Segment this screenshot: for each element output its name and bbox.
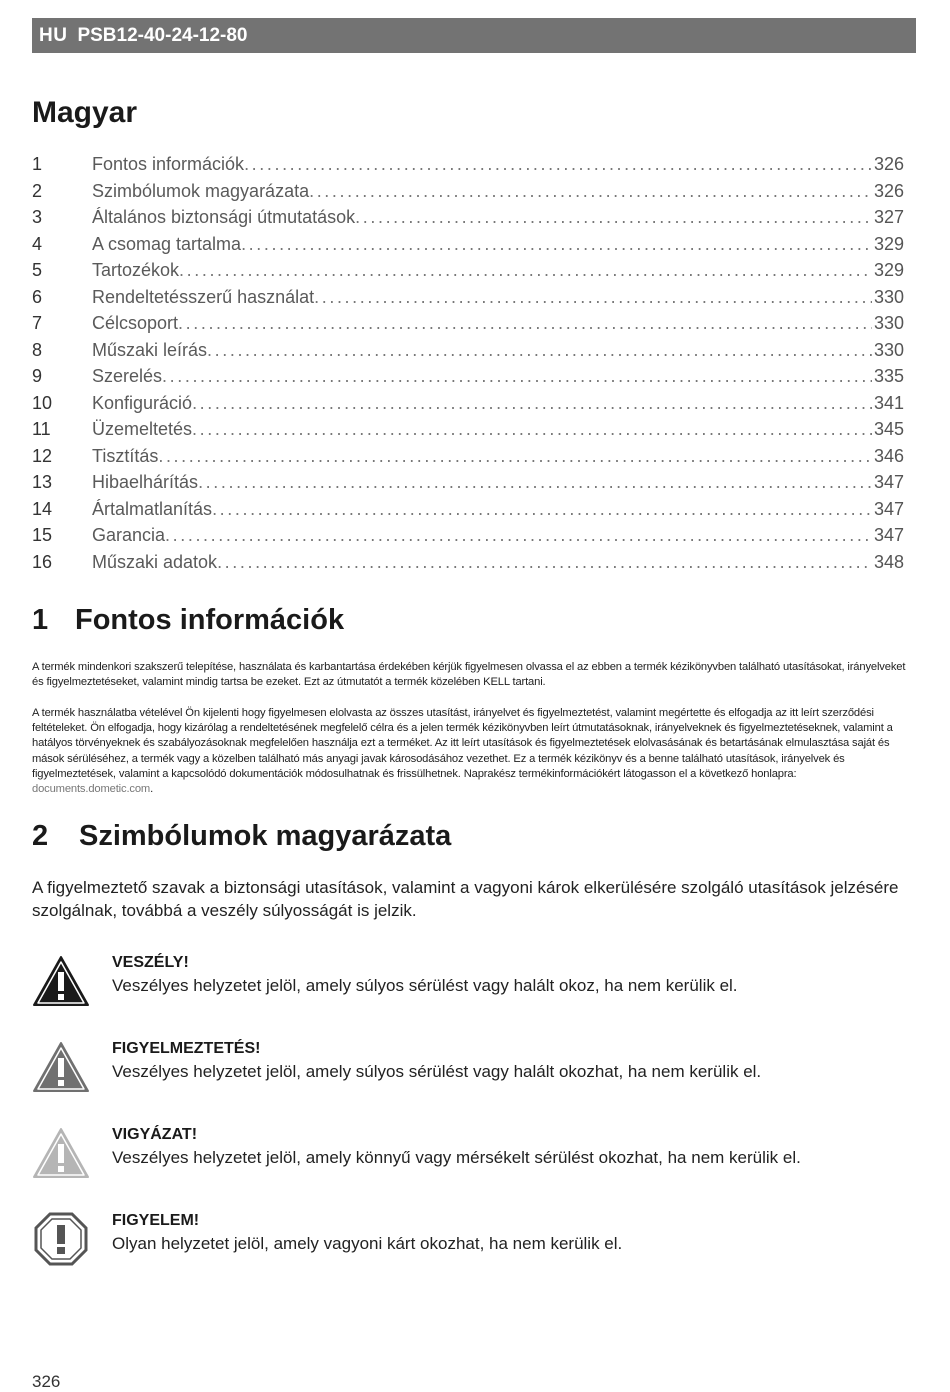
danger-triangle-icon	[32, 954, 90, 1008]
signal-word: FIGYELMEZTETÉS!	[112, 1040, 261, 1057]
language-code: HU	[39, 24, 68, 46]
warning-block-warning	[32, 1040, 912, 1100]
toc-page: 347	[873, 472, 904, 492]
toc-item[interactable]	[32, 552, 904, 579]
toc-page: 347	[873, 498, 904, 519]
toc-page: 348	[873, 551, 904, 572]
toc-item[interactable]	[32, 366, 904, 393]
signal-word: VESZÉLY!	[112, 954, 189, 971]
toc-leader	[192, 419, 872, 440]
toc-item[interactable]	[32, 446, 904, 473]
toc-leader	[179, 260, 872, 281]
toc-title: Garancia	[92, 525, 166, 545]
toc-title: Célcsoport	[92, 313, 179, 333]
toc-item[interactable]	[32, 393, 904, 420]
important-info-paragraph: A termék mindenkori szakszerű telepítése, használata és karbantartása érdekében kérjük figyelmesen olvassa el az ebben a termék kézikönyvben található utasításokat, irányelveket és figyelmeztetéseket, valamint mindig tartsa be ezeket. Ezt az útmutatót a termék közelében KELL tartani.	[32, 661, 906, 689]
warning-triangle-icon	[32, 1040, 90, 1094]
toc-leader	[162, 366, 872, 387]
toc-leader	[192, 393, 872, 414]
toc-number: 15	[32, 525, 53, 545]
toc-number: 4	[32, 233, 43, 254]
signal-description: Veszélyes helyzetet jelöl, amely könnyű vagy mérsékelt sérülést okozhat, ha nem kerülik el.	[112, 1148, 801, 1167]
toc-number: 2	[32, 180, 43, 201]
signal-description: Veszélyes helyzetet jelöl, amely súlyos sérülést vagy halált okozhat, ha nem kerülik el.	[112, 1062, 762, 1081]
toc-title: Ártalmatlanítás	[92, 498, 213, 519]
toc-item[interactable]	[32, 340, 904, 367]
toc-leader	[217, 552, 872, 573]
toc-item[interactable]	[32, 260, 904, 287]
toc-page: 326	[873, 154, 904, 174]
toc-number: 12	[32, 445, 53, 466]
toc-leader	[198, 472, 872, 493]
toc-title: Üzemeltetés	[92, 419, 193, 439]
toc-page: 330	[873, 313, 904, 333]
toc-page: 341	[873, 392, 904, 413]
toc-page: 327	[873, 207, 904, 227]
toc-title: Szimbólumok magyarázata	[92, 180, 310, 201]
toc-number: 11	[32, 419, 51, 439]
warning-block-notice	[32, 1212, 912, 1272]
warning-block-danger	[32, 954, 912, 1014]
toc-leader	[241, 234, 872, 255]
page-title: Magyar	[32, 96, 138, 129]
toc-number: 8	[32, 339, 43, 360]
caution-triangle-icon	[32, 1126, 90, 1180]
toc-leader	[158, 446, 872, 467]
toc-title: Konfiguráció	[92, 392, 193, 413]
toc-page: 329	[873, 260, 904, 280]
warning-block-caution	[32, 1126, 912, 1186]
toc-number: 13	[32, 472, 53, 492]
toc-item[interactable]	[32, 207, 904, 234]
link-suffix: .	[150, 783, 154, 796]
notice-octagon-icon	[32, 1212, 90, 1266]
toc-number: 10	[32, 392, 53, 413]
toc-number: 14	[32, 498, 53, 519]
signal-description: Olyan helyzetet jelöl, amely vagyoni kárt okozhat, ha nem kerülik el.	[112, 1234, 623, 1253]
toc-item[interactable]	[32, 419, 904, 446]
toc-item[interactable]	[32, 181, 904, 208]
toc-leader	[355, 207, 872, 228]
toc-title: Hibaelhárítás	[92, 472, 199, 492]
toc-page: 335	[873, 366, 904, 386]
toc-item[interactable]	[32, 154, 904, 181]
signal-word: VIGYÁZAT!	[112, 1126, 198, 1143]
symbols-intro: A figyelmeztető szavak a biztonsági utasítások, valamint a vagyoni károk elkerülésére szolgáló utasítások jelzésére szolgálnak, továbbá a veszély súlyosságát is jelzik.	[32, 878, 899, 920]
toc-page: 330	[873, 339, 904, 360]
documents-link[interactable]: documents.dometic.com	[32, 783, 151, 796]
toc-item[interactable]	[32, 313, 904, 340]
toc-page: 345	[873, 419, 904, 439]
section-title: Szimbólumok magyarázata	[79, 820, 452, 852]
toc-number: 7	[32, 313, 43, 333]
toc-leader	[165, 525, 872, 546]
toc-number: 6	[32, 286, 43, 307]
toc-page: 326	[873, 180, 904, 201]
toc-title: A csomag tartalma	[92, 233, 242, 254]
toc-item[interactable]	[32, 234, 904, 261]
toc-page: 347	[873, 525, 904, 545]
toc-title: Tisztítás	[92, 445, 159, 466]
section-heading-important-info	[32, 604, 344, 637]
toc-leader	[314, 287, 872, 308]
toc-leader	[244, 154, 872, 175]
terms-text: A termék használatba vételével Ön kijelenti hogy figyelmesen elolvasta az összes utasítást, irányelvet és figyelmeztetést, valamint megértette és elfogadja az itt leírt szerződési feltételeket. Ön elfogadja, hogy kizárólag a rendeltetésének megfelelő célra és a jelen termék kézikönyvben leírt útmutatásoknak, irányelveknek és figyelmeztetéseknek, valamint a hatályos törvényeknek és szabályozásoknak megfelelően használja ezt a terméket. Az itt leírt utasítások és figyelmeztetések elolvasásának és betartásának elmulasztása saját és mások sérüléséhez, a termék vagy a közelben található más anyagi javak károsodásához vezethet. Ez a termék kézikönyv és a benne található utasítások, irányelvek és figyelmeztetések, valamint a kapcsolódó dokumentációk módosulhatnak és frissülhetnek. Naprakész termékinformációkért látogasson el a következő honlapra:	[32, 707, 893, 780]
toc-leader	[178, 313, 872, 334]
toc-number: 16	[32, 551, 53, 572]
terms-paragraph	[32, 706, 912, 797]
toc-number: 1	[32, 154, 43, 174]
toc-leader	[207, 340, 872, 361]
toc-item[interactable]	[32, 472, 904, 499]
toc-title: Általános biztonsági útmutatások	[92, 207, 356, 227]
toc-leader	[309, 181, 872, 202]
toc-title: Műszaki leírás	[92, 339, 208, 360]
model-number: PSB12-40-24-12-80	[77, 24, 248, 46]
table-of-contents	[32, 154, 904, 578]
toc-number: 3	[32, 207, 43, 227]
toc-item[interactable]	[32, 499, 904, 526]
signal-description: Veszélyes helyzetet jelöl, amely súlyos sérülést vagy halált okoz, ha nem kerülik el.	[112, 976, 738, 995]
toc-title: Rendeltetésszerű használat	[92, 286, 315, 307]
section-title: Fontos információk	[75, 604, 345, 636]
page-number: 326	[32, 1372, 61, 1391]
toc-page: 330	[873, 286, 904, 307]
toc-item[interactable]	[32, 525, 904, 552]
toc-page: 329	[873, 233, 904, 254]
section-heading-symbols	[32, 820, 451, 853]
signal-word: FIGYELEM!	[112, 1212, 200, 1229]
toc-page: 346	[873, 445, 904, 466]
toc-item[interactable]	[32, 287, 904, 314]
toc-title: Szerelés	[92, 366, 163, 386]
toc-title: Fontos információk	[92, 154, 245, 174]
toc-title: Tartozékok	[92, 260, 180, 280]
section-number: 1	[32, 604, 49, 636]
toc-number: 5	[32, 260, 43, 280]
section-number: 2	[32, 820, 49, 852]
toc-leader	[212, 499, 872, 520]
toc-number: 9	[32, 366, 43, 386]
header-bar	[32, 18, 916, 53]
toc-title: Műszaki adatok	[92, 551, 218, 572]
